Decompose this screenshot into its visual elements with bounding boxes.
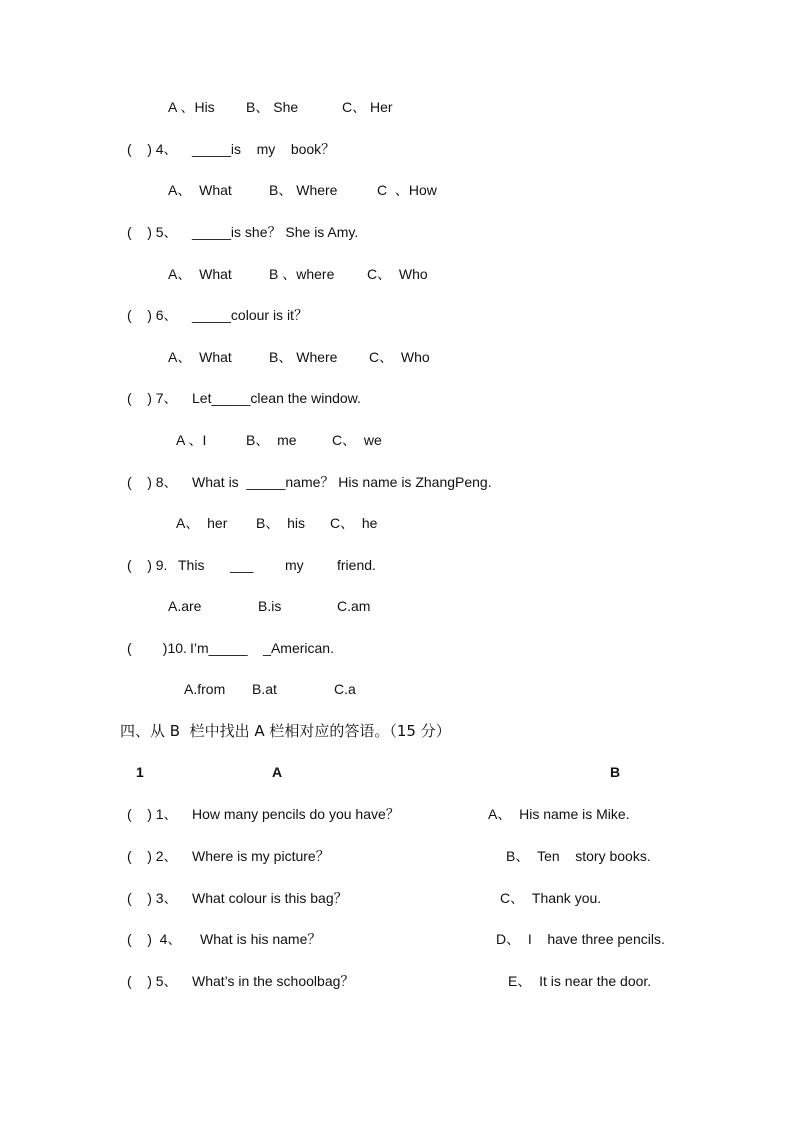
- question-text: Let_____clean the window.: [192, 390, 361, 406]
- row-question: How many pencils do you have？: [192, 806, 400, 822]
- row-number: ( ) 3、: [127, 890, 178, 906]
- q10-option-c: C.a: [334, 681, 356, 697]
- q7-option-c: C、 we: [332, 432, 382, 448]
- q6-option-b: B、 Where: [269, 349, 338, 365]
- q5-option-a: A、 What: [168, 266, 232, 282]
- header-column-b: B: [610, 764, 621, 780]
- q7-option-a: A 、I: [176, 432, 207, 448]
- q4-option-b: B、 Where: [269, 182, 338, 198]
- question-word: friend.: [337, 557, 376, 573]
- row-answer: C、 Thank you.: [500, 890, 602, 906]
- question-number: ( ) 9.: [127, 557, 168, 573]
- header-column-a: A: [272, 764, 283, 780]
- row-answer: B、 Ten story books.: [506, 848, 651, 864]
- q6-option-c: C、 Who: [369, 349, 430, 365]
- row-number: ( ) 1、: [127, 806, 178, 822]
- q10-option-b: B.at: [252, 681, 277, 697]
- row-question: Where is my picture？: [192, 848, 330, 864]
- row-question: What colour is this bag？: [192, 890, 348, 906]
- question-text: _____colour is it？: [192, 307, 308, 323]
- row-answer: D、 I have three pencils.: [496, 931, 665, 947]
- q8-option-c: C、 he: [330, 515, 378, 531]
- q3-option-b: B、 She: [246, 99, 299, 115]
- question-text: I’m_____ _American.: [190, 640, 334, 656]
- row-question: What’s in the schoolbag？: [192, 973, 355, 989]
- q9-option-c: C.am: [337, 598, 371, 614]
- q4-option-a: A、 What: [168, 182, 232, 198]
- q5-option-c: C、 Who: [367, 266, 428, 282]
- row-number: ( ) 2、: [127, 848, 178, 864]
- q10-option-a: A.from: [184, 681, 226, 697]
- q9-option-a: A.are: [168, 598, 202, 614]
- row-answer: E、 It is near the door.: [508, 973, 652, 989]
- question-number: ( ) 5、: [127, 224, 178, 240]
- q7-option-b: B、 me: [246, 432, 297, 448]
- q6-option-a: A、 What: [168, 349, 232, 365]
- q3-option-a: A 、His: [168, 99, 215, 115]
- q3-option-c: C、 Her: [342, 99, 393, 115]
- question-number: ( )10.: [127, 640, 187, 656]
- row-number: ( ) 4、: [127, 931, 182, 947]
- question-number: ( ) 6、: [127, 307, 178, 323]
- question-word: my: [285, 557, 304, 573]
- q5-option-b: B 、where: [269, 266, 335, 282]
- row-answer: A、 His name is Mike.: [488, 806, 630, 822]
- row-number: ( ) 5、: [127, 973, 178, 989]
- question-number: ( ) 4、: [127, 141, 178, 157]
- header-number: 1: [136, 764, 144, 780]
- question-text: _____is she？ She is Amy.: [192, 224, 359, 240]
- question-number: ( ) 7、: [127, 390, 178, 406]
- question-number: ( ) 8、: [127, 474, 178, 490]
- q4-option-c: C 、How: [377, 182, 437, 198]
- row-question: What is his name？: [200, 931, 322, 947]
- q8-option-b: B、 his: [256, 515, 306, 531]
- q9-option-b: B.is: [258, 598, 282, 614]
- question-text: What is _____name？ His name is ZhangPeng.: [192, 474, 492, 490]
- question-blank: ___: [230, 557, 254, 573]
- section-4-title: 四、从 B 栏中找出 A 栏相对应的答语。（15 分）: [120, 722, 451, 740]
- question-text: _____is my book？: [192, 141, 336, 157]
- q8-option-a: A、 her: [176, 515, 228, 531]
- question-word: This: [178, 557, 205, 573]
